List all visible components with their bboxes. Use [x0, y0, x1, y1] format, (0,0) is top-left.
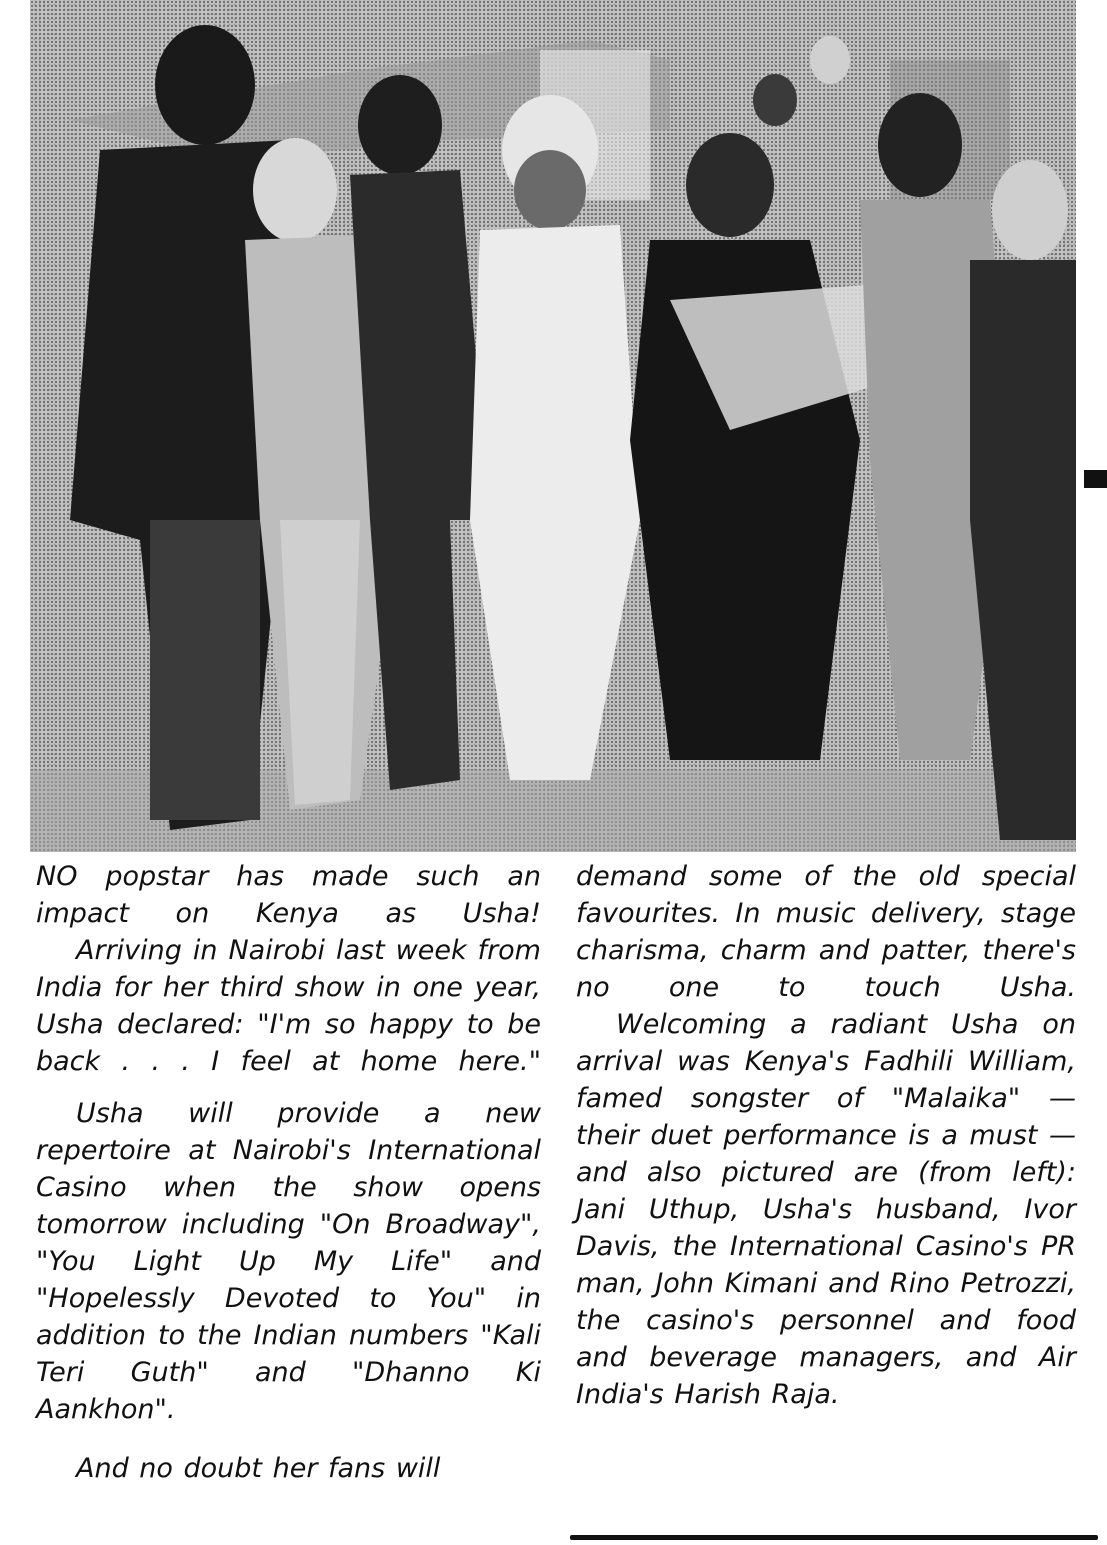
article-column-right — [576, 858, 1076, 1413]
news-photograph — [30, 0, 1076, 852]
article-paragraph: Arriving in Nairobi last week from India for her third show in one year, Usha declared: "I'm so happy to be back . . . I feel at home here." — [36, 935, 541, 1077]
article-paragraph: Welcoming a radiant Usha on arrival was Kenya's Fadhili William, famed songster of "Malaika" — their duet performance is a must — and also pictured are (from left): Jani Uthup, Usha's husband, Ivor Davis, the International Casino's PR man, John Kimani and Rino Petrozzi, the casino's personnel and food and beverage managers, and Air India's Harish Raja. — [576, 1009, 1076, 1410]
article-paragraph: Usha will provide a new repertoire at Nairobi's International Casino when the show opens tomorrow including "On Broadway", "You Light Up My Life" and "Hopelessly Devoted to You" in addition to the Indian numbers "Kali Teri Guth" and "Dhanno Ki Aankhon". — [36, 1098, 541, 1425]
article-column-left — [36, 858, 541, 1487]
article-paragraph: And no doubt her fans will — [76, 1453, 441, 1484]
bottom-rule — [570, 1535, 1098, 1540]
article-paragraph: demand some of the old special favourites. In music delivery, stage charisma, charm and patter, there's no one to touch Usha. — [576, 861, 1076, 1003]
article-paragraph: NO popstar has made such an impact on Kenya as Usha! — [36, 861, 541, 929]
edge-mark — [1084, 470, 1107, 488]
photograph-icon — [30, 0, 1076, 852]
